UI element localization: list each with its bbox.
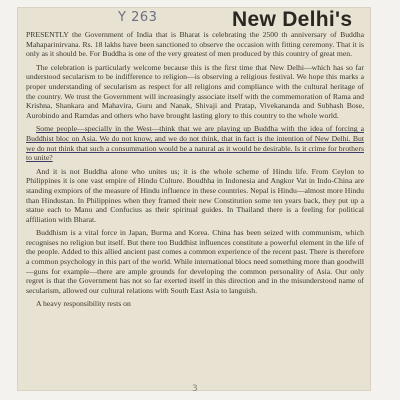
article-body — [26, 30, 364, 313]
article-paragraph-2: The celebration is particularly welcome because this is the first time that New Delhi—which has so far understood secularism to be indifference to religion—is observing a religious festival. We hope this marks a proper understanding of secularism as respect for all religions and compliance with the cultural heritage of the country. We trust the Government will increasingly associate itself with the commemoration of Rama and Krishna, Shankara and Mahavira, Guru and Nanak, Shivaji and Pratap, Vivekananda and Subhash Bose, Aurobindo and Ramdas and others who have brought lasting glory to this country to the whole world. — [26, 62, 364, 120]
article-headline: New Delhi's — [232, 8, 353, 31]
article-paragraph-6: A heavy responsibility rests on — [36, 299, 131, 309]
article-paragraph-1: PRESENTLY the Government of India that is Bharat is celebrating the 2500 th anniversary of Buddha Mahaparinirvana. Rs. 18 lakhs have been sanctioned to observe the occasion with fitting ceremony. That it is only as it should be. For Buddha is one of the very greatest of men produced by this country of great men. — [26, 30, 364, 59]
handwritten-reference: Y 263 — [118, 10, 158, 25]
article-paragraph-4: And it is not Buddha alone who unites us; it is the whole scheme of Hindu life. From Ceylon to Philippines it is one vast empire of Hindu Culture. Boudhha in Indonesia and Angkor Vat in Indo-China are standing exmpiors of the measure of Hindu influence in these countries. Nepal is Hindu—almost more Hindu than Hindustan. In Philippines when they framed their new Constitution some ten years back, they put up a statue each to Manu and Confucius as their spiritual guides. In Thailand there is a feeling for political affiliation with Bharat. — [26, 166, 364, 224]
article-paragraph-3: Some people—specially in the West—think that we are playing up Buddha with the idea of forcing a Buddhist bloc on Asia. We do not know, and we do not think, that in fact is the intention of New Delhi. But we do not think that such a consummation would be a natural as it would be desirable. Is it crime for brothers to unite? — [26, 124, 364, 163]
page-number: 3 — [192, 384, 198, 394]
article-paragraph-5: Buddhism is a vital force in Japan, Burma and Korea. China has been seized with communism, which recognises no religion but itself. But there too Buddhist influences constitute a powerful element in the life of the people. Added to this allied ancient past comes a common experience of the recent past. There is therefore a common psychology in this part of the world. While international blocs need something more than goodwill—guns for example—there are ample grounds for developing the common personality of Asia. Our only regret is that the Government has not so far exerted itself in this direction and in the misunderstood name of secularism, allowed our cultural relations with South East Asia to languish. — [26, 228, 364, 295]
